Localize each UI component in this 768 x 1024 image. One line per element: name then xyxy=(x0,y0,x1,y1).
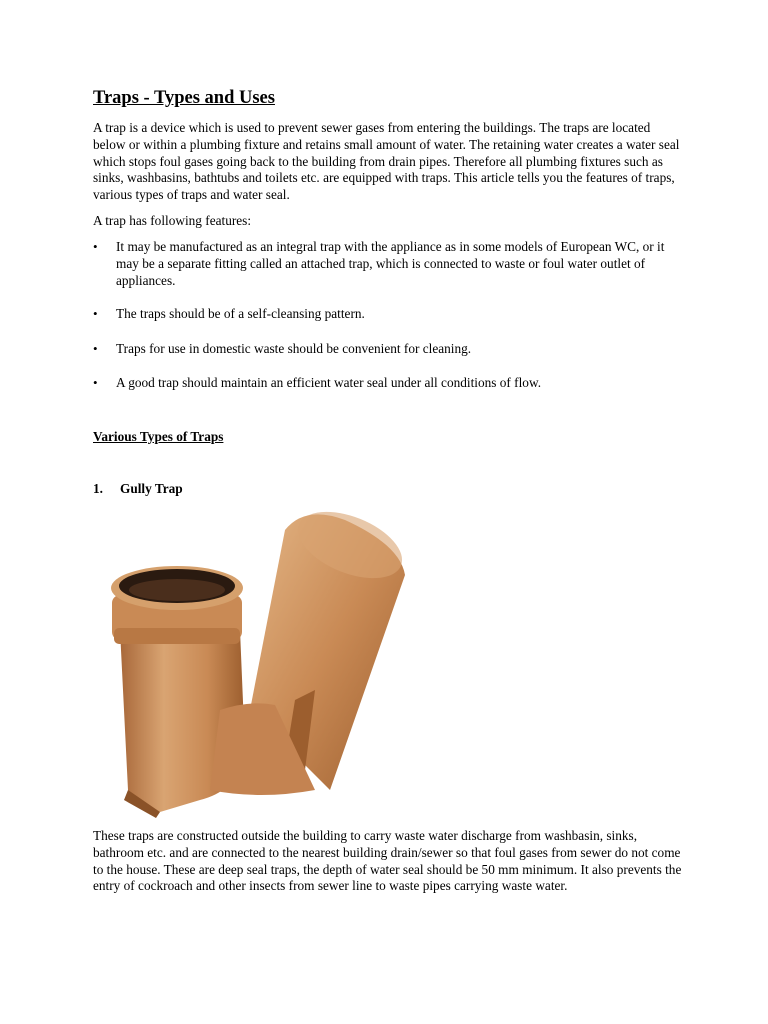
feature-text: Traps for use in domestic waste should be convenient for cleaning. xyxy=(116,341,472,356)
bullet-marker: • xyxy=(93,306,98,321)
intro-paragraph: A trap is a device which is used to prevent sewer gases from entering the buildings. The traps are located below or within a plumbing fixture and retains small amount of water. The retaining water creates a water seal which stops foul gases going back to the building from drain pipes. Therefore all plumbing fixtures such as sinks, washbasins, bathtubs and toilets etc. are equipped with traps. This article tells you the features of traps, various types of traps and water seal. xyxy=(93,120,680,203)
feature-text: The traps should be of a self-cleansing pattern. xyxy=(116,306,365,321)
bullet-marker: • xyxy=(93,341,98,356)
gully-trap-heading xyxy=(93,481,183,498)
item-number: 1. xyxy=(93,481,103,496)
item-title: Gully Trap xyxy=(120,481,183,496)
bullet-marker: • xyxy=(93,239,98,254)
feature-text: It may be manufactured as an integral trap with the appliance as in some models of European WC, or it may be a separate fitting called an attached trap, which is connected to waste or foul water outlet of appliances. xyxy=(116,239,665,288)
features-lead: A trap has following features: xyxy=(93,213,252,228)
bullet-marker: • xyxy=(93,375,98,390)
document-title: Traps - Types and Uses xyxy=(93,88,275,108)
gully-trap-description: These traps are constructed outside the building to carry waste water discharge from washbasin, sinks, bathroom etc. and are connected to the nearest building drain/sewer so that foul gases from sewer do not come to the house. These are deep seal traps, the depth of water seal should be 50 mm minimum. It also prevents the entry of cockroach and other insects from sewer line to waste pipes carrying waste water. xyxy=(93,828,682,894)
gully-trap-image xyxy=(100,500,430,820)
feature-text: A good trap should maintain an efficient water seal under all conditions of flow. xyxy=(116,375,542,390)
section-heading: Various Types of Traps xyxy=(93,429,224,444)
